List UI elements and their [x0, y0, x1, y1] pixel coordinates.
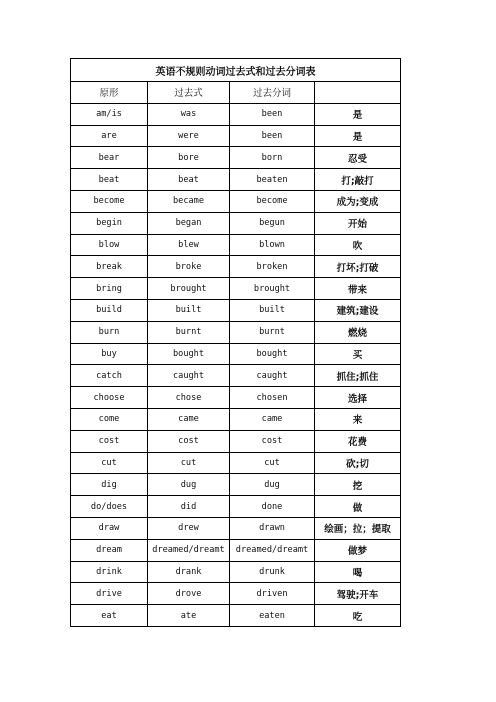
- cell-base-form: begin: [71, 212, 148, 234]
- table-row: [71, 430, 401, 452]
- cell-past-tense: ate: [148, 605, 230, 627]
- cell-meaning: 来: [315, 408, 401, 430]
- cell-past-participle: dug: [230, 474, 315, 496]
- cell-base-form: beat: [71, 169, 148, 191]
- cell-past-tense: broke: [148, 256, 230, 278]
- table-row: [71, 583, 401, 605]
- cell-base-form: drink: [71, 561, 148, 583]
- cell-past-participle: driven: [230, 583, 315, 605]
- cell-past-tense: cost: [148, 430, 230, 452]
- table-row: [71, 256, 401, 278]
- cell-base-form: build: [71, 299, 148, 321]
- table-row: [71, 496, 401, 518]
- cell-meaning: 挖: [315, 474, 401, 496]
- cell-base-form: dig: [71, 474, 148, 496]
- cell-past-participle: cost: [230, 430, 315, 452]
- cell-meaning: 绘画；拉；提取: [315, 517, 401, 539]
- cell-past-participle: drawn: [230, 517, 315, 539]
- header-past-participle: 过去分词: [230, 82, 315, 104]
- cell-past-tense: was: [148, 103, 230, 125]
- table-row: [71, 299, 401, 321]
- cell-meaning: 砍;切: [315, 452, 401, 474]
- cell-past-participle: brought: [230, 278, 315, 300]
- table-row: [71, 278, 401, 300]
- cell-meaning: 是: [315, 103, 401, 125]
- cell-base-form: become: [71, 190, 148, 212]
- cell-past-participle: bought: [230, 343, 315, 365]
- cell-past-participle: came: [230, 408, 315, 430]
- cell-past-participle: burnt: [230, 321, 315, 343]
- cell-past-tense: began: [148, 212, 230, 234]
- cell-base-form: dream: [71, 539, 148, 561]
- table-row: [71, 452, 401, 474]
- cell-past-participle: caught: [230, 365, 315, 387]
- cell-meaning: 做: [315, 496, 401, 518]
- cell-base-form: cut: [71, 452, 148, 474]
- cell-past-participle: blown: [230, 234, 315, 256]
- cell-past-tense: chose: [148, 387, 230, 409]
- cell-base-form: drive: [71, 583, 148, 605]
- cell-base-form: eat: [71, 605, 148, 627]
- cell-past-tense: came: [148, 408, 230, 430]
- table-row: [71, 387, 401, 409]
- table-header-row: [71, 82, 401, 104]
- cell-past-tense: bore: [148, 147, 230, 169]
- cell-past-tense: cut: [148, 452, 230, 474]
- cell-base-form: cost: [71, 430, 148, 452]
- cell-past-participle: born: [230, 147, 315, 169]
- cell-past-tense: drew: [148, 517, 230, 539]
- cell-meaning: 抓住;抓住: [315, 365, 401, 387]
- cell-past-tense: burnt: [148, 321, 230, 343]
- cell-base-form: am/is: [71, 103, 148, 125]
- table-body: [71, 59, 401, 627]
- cell-past-tense: drove: [148, 583, 230, 605]
- table-row: [71, 365, 401, 387]
- cell-base-form: draw: [71, 517, 148, 539]
- table-row: [71, 103, 401, 125]
- cell-meaning: 喝: [315, 561, 401, 583]
- table-row: [71, 234, 401, 256]
- cell-past-tense: drank: [148, 561, 230, 583]
- cell-past-tense: dug: [148, 474, 230, 496]
- cell-past-participle: become: [230, 190, 315, 212]
- cell-base-form: burn: [71, 321, 148, 343]
- table-title: 英语不规则动词过去式和过去分词表: [71, 59, 401, 82]
- cell-meaning: 花费: [315, 430, 401, 452]
- table-row: [71, 343, 401, 365]
- cell-base-form: come: [71, 408, 148, 430]
- cell-past-tense: were: [148, 125, 230, 147]
- cell-meaning: 燃烧: [315, 321, 401, 343]
- cell-meaning: 吹: [315, 234, 401, 256]
- cell-past-tense: did: [148, 496, 230, 518]
- cell-meaning: 是: [315, 125, 401, 147]
- cell-meaning: 开始: [315, 212, 401, 234]
- header-past-tense: 过去式: [148, 82, 230, 104]
- cell-past-participle: dreamed/dreamt: [230, 539, 315, 561]
- cell-past-tense: became: [148, 190, 230, 212]
- table-row: [71, 561, 401, 583]
- cell-past-participle: been: [230, 103, 315, 125]
- cell-base-form: buy: [71, 343, 148, 365]
- cell-past-participle: drunk: [230, 561, 315, 583]
- cell-meaning: 吃: [315, 605, 401, 627]
- cell-past-participle: cut: [230, 452, 315, 474]
- cell-meaning: 做梦: [315, 539, 401, 561]
- cell-past-tense: caught: [148, 365, 230, 387]
- table-row: [71, 474, 401, 496]
- table-row: [71, 321, 401, 343]
- table-row: [71, 169, 401, 191]
- cell-base-form: are: [71, 125, 148, 147]
- cell-meaning: 驾驶;开车: [315, 583, 401, 605]
- table-title-row: [71, 59, 401, 82]
- cell-past-participle: been: [230, 125, 315, 147]
- cell-base-form: break: [71, 256, 148, 278]
- cell-past-participle: chosen: [230, 387, 315, 409]
- cell-base-form: blow: [71, 234, 148, 256]
- cell-past-participle: broken: [230, 256, 315, 278]
- cell-base-form: choose: [71, 387, 148, 409]
- table-row: [71, 147, 401, 169]
- cell-meaning: 建筑;建设: [315, 299, 401, 321]
- cell-past-tense: beat: [148, 169, 230, 191]
- cell-past-participle: beaten: [230, 169, 315, 191]
- cell-past-tense: built: [148, 299, 230, 321]
- cell-past-tense: blew: [148, 234, 230, 256]
- table-row: [71, 125, 401, 147]
- cell-meaning: 忍受: [315, 147, 401, 169]
- cell-meaning: 带来: [315, 278, 401, 300]
- irregular-verbs-table: [70, 58, 401, 627]
- cell-meaning: 打坏;打破: [315, 256, 401, 278]
- header-base-form: 原形: [71, 82, 148, 104]
- cell-past-participle: eaten: [230, 605, 315, 627]
- cell-meaning: 打;敲打: [315, 169, 401, 191]
- table-row: [71, 190, 401, 212]
- table-row: [71, 605, 401, 627]
- cell-past-participle: begun: [230, 212, 315, 234]
- cell-past-participle: done: [230, 496, 315, 518]
- cell-base-form: do/does: [71, 496, 148, 518]
- cell-past-tense: bought: [148, 343, 230, 365]
- table-row: [71, 408, 401, 430]
- cell-meaning: 成为;变成: [315, 190, 401, 212]
- table-row: [71, 539, 401, 561]
- cell-past-tense: brought: [148, 278, 230, 300]
- cell-base-form: bear: [71, 147, 148, 169]
- table-row: [71, 517, 401, 539]
- cell-meaning: 买: [315, 343, 401, 365]
- cell-base-form: catch: [71, 365, 148, 387]
- table-row: [71, 212, 401, 234]
- cell-past-tense: dreamed/dreamt: [148, 539, 230, 561]
- cell-meaning: 选择: [315, 387, 401, 409]
- cell-past-participle: built: [230, 299, 315, 321]
- cell-base-form: bring: [71, 278, 148, 300]
- header-meaning: [315, 82, 401, 104]
